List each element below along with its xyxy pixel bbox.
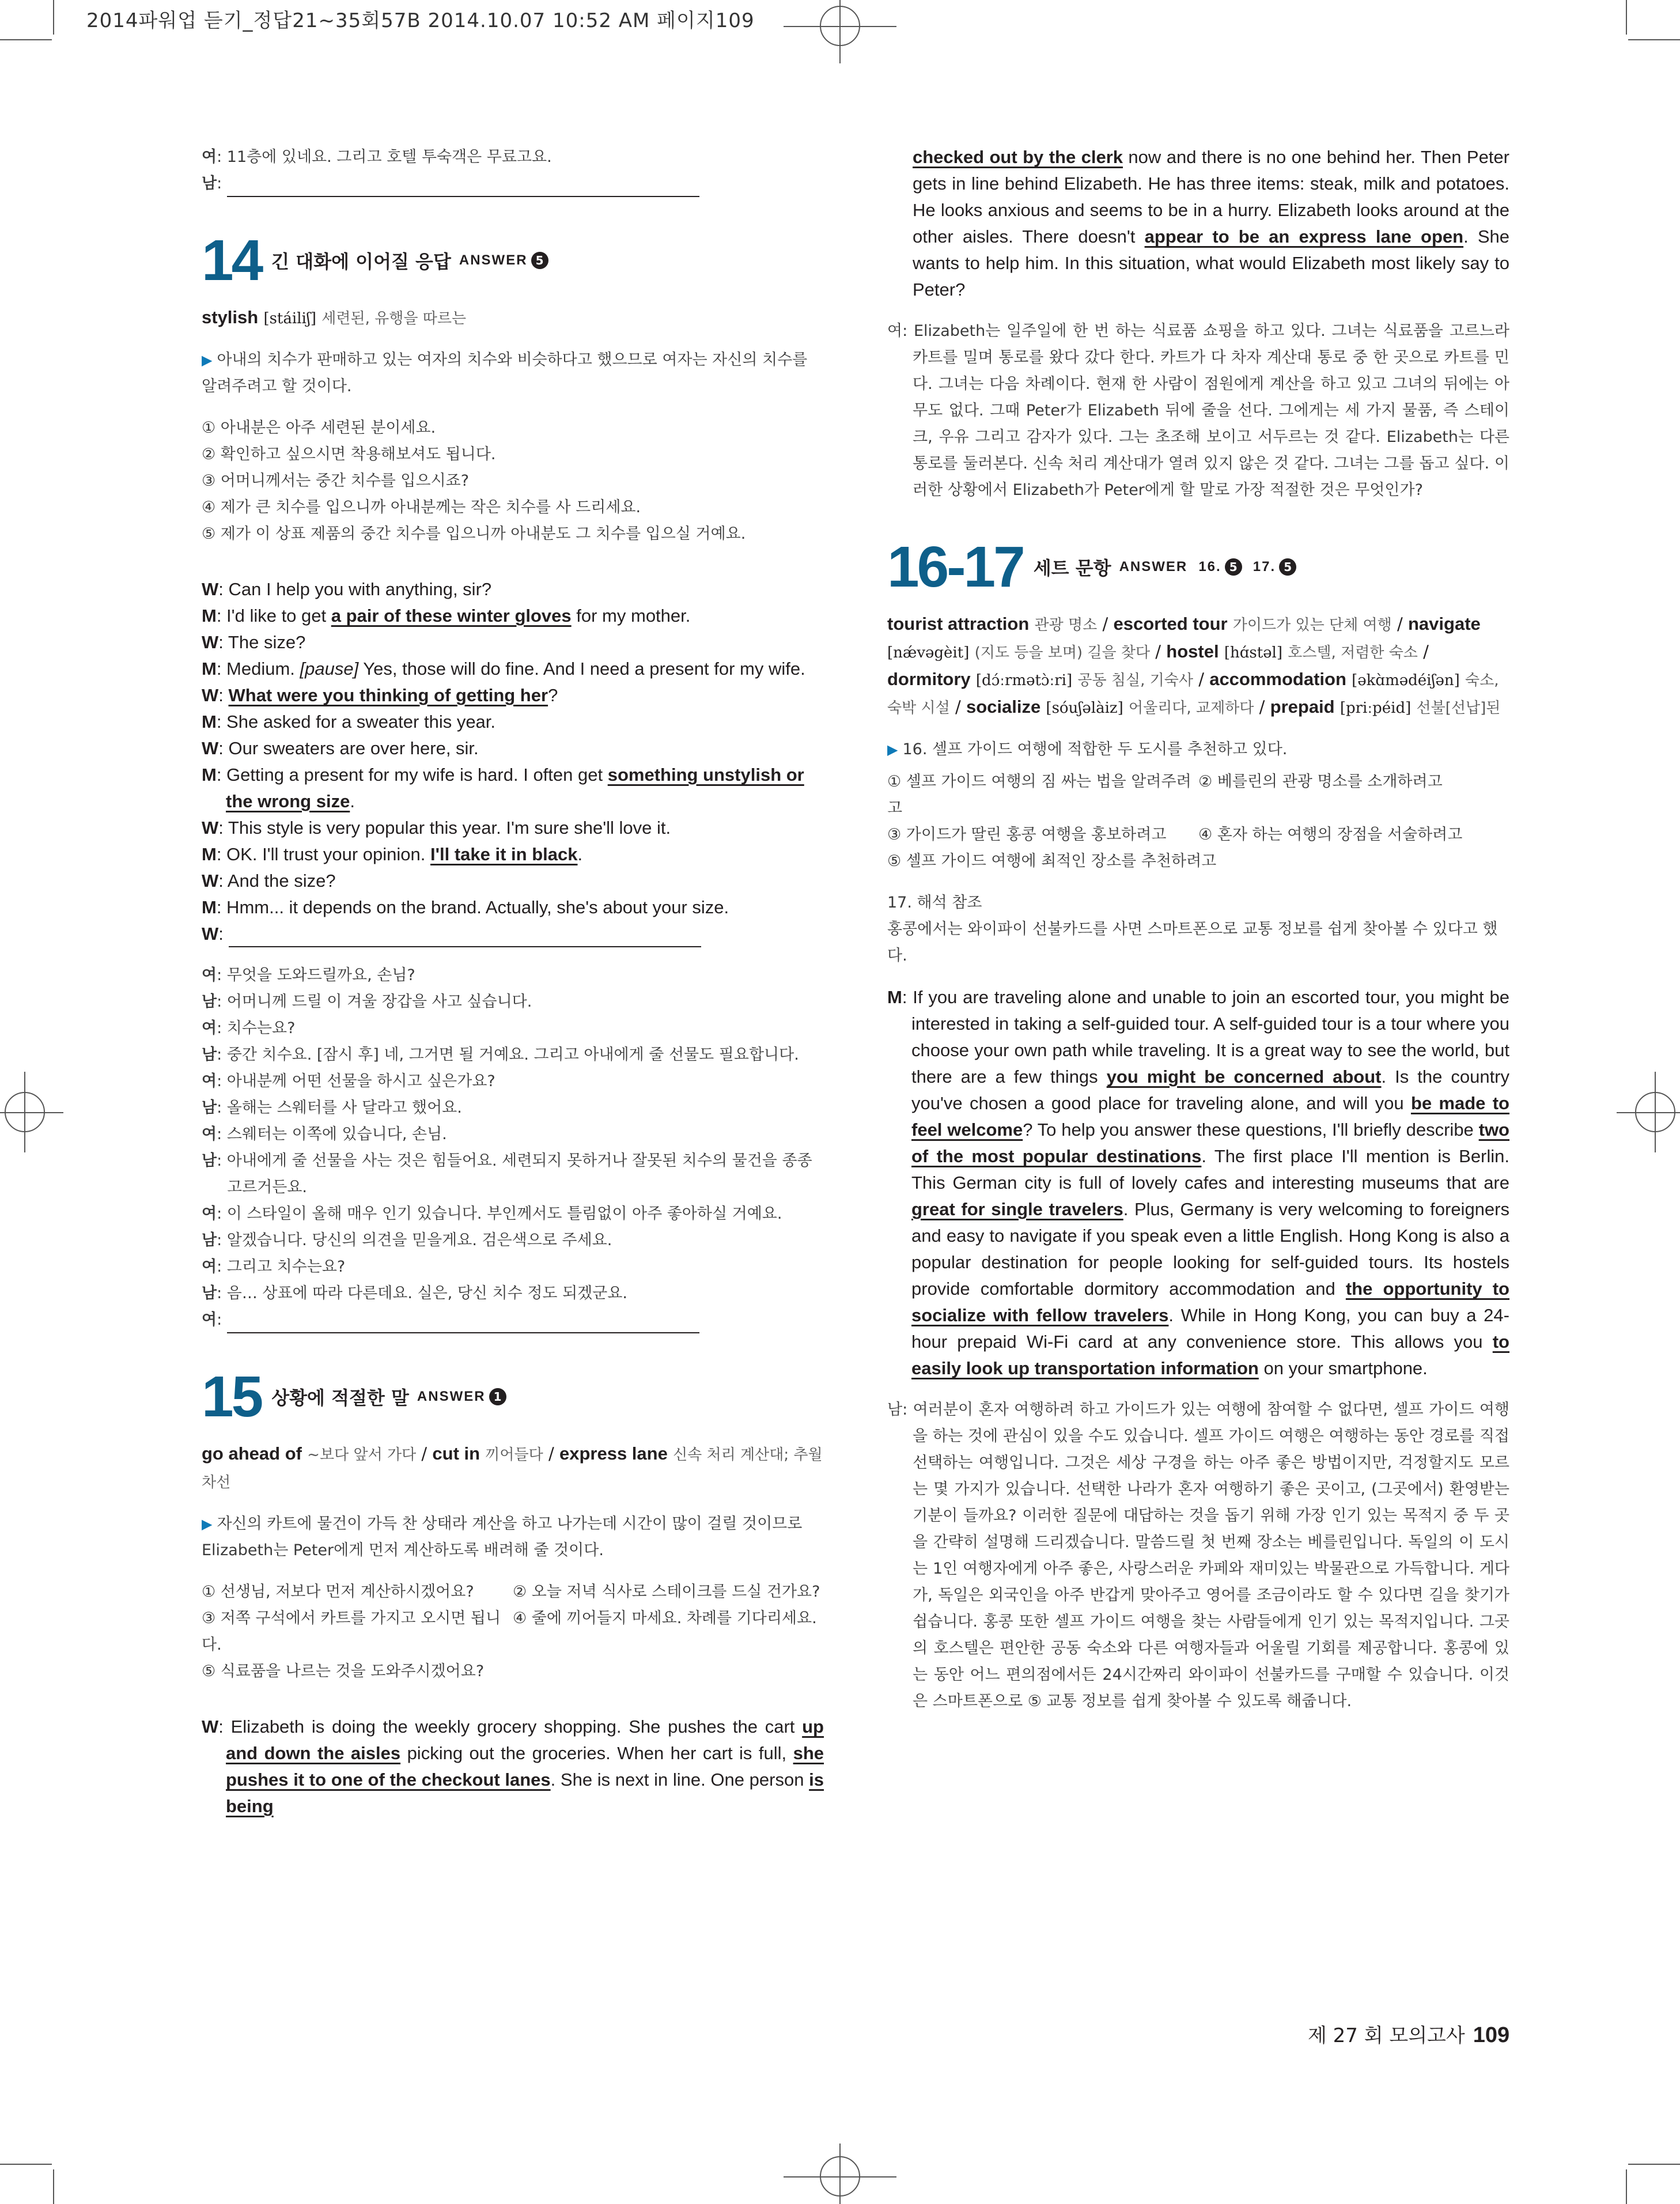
top-line-2: 남:	[202, 171, 824, 197]
option: ① 선생님, 저보다 먼저 계산하시겠어요?	[202, 1583, 474, 1601]
translation-line: 남: 중간 치수요. [잠시 후] 네, 그거면 될 거예요. 그리고 아내에게 줄 선물도 필요합니다.	[202, 1046, 799, 1064]
question-number: 14	[202, 228, 262, 293]
question-14-heading	[202, 228, 824, 293]
dialogue-line: M: OK. I'll trust your opinion. I'll take it in black.	[202, 844, 583, 864]
crop-mark	[0, 39, 52, 40]
top-line-1: 여: 11층에 있네요. 그리고 호텔 투숙객은 무료고요.	[202, 148, 552, 166]
translation-line: 남: 알겠습니다. 당신의 의견을 믿을게요. 검은색으로 주세요.	[202, 1231, 612, 1249]
explanation: ▶ 16. 셀프 가이드 여행에 적합한 두 도시를 추천하고 있다.	[887, 740, 1288, 758]
option: ⑤ 식료품을 나르는 것을 도와주시겠어요?	[202, 1662, 485, 1680]
crop-mark	[53, 0, 54, 35]
script-15: W: Elizabeth is doing the weekly grocery shopping. She pushes the cart up and down the aisles picking out the groceries. When her cart is full, she pushes it to one of the checkout lanes. She is next in line. One person is being	[202, 1717, 824, 1816]
question-number: 15	[202, 1364, 262, 1429]
explanation: ▶ 아내의 치수가 판매하고 있는 여자의 치수와 비슷하다고 했으므로 여자는 자신의 치수를 알려주려고 할 것이다.	[202, 351, 808, 395]
translation-line: 여:	[202, 1307, 824, 1333]
crop-mark	[53, 2169, 54, 2204]
crop-mark	[1628, 39, 1680, 40]
dialogue-line: M: I'd like to get a pair of these winter gloves for my mother.	[202, 606, 691, 626]
translation-line: 여: 그리고 치수는요?	[202, 1258, 346, 1276]
explanation-text: 홍콩에서는 와이파이 선불카드를 사면 스마트폰으로 교통 정보를 쉽게 찾아볼 수 있다고 했다.	[887, 920, 1498, 965]
question-16-17-heading: 16-17 세트 문항 ANSWER 16. 5 17. 5	[887, 538, 1509, 596]
option: ③ 가이드가 딸린 홍콩 여행을 홍보하려고	[887, 826, 1167, 844]
dialogue-line: M: Getting a present for my wife is hard. I often get something unstylish or the wrong size.	[202, 765, 804, 811]
dialogue-line: W: This style is very popular this year. I'm sure she'll love it.	[202, 818, 671, 838]
options	[887, 769, 1509, 875]
page-footer	[1308, 2020, 1509, 2048]
answer-number: 5	[1225, 558, 1242, 576]
triangle-icon: ▶	[202, 352, 213, 368]
dialogue-line: W: Can I help you with anything, sir?	[202, 579, 492, 599]
dialogue-line: W: And the size?	[202, 871, 336, 891]
option: ④ 줄에 끼어들지 마세요. 차례를 기다리세요.	[513, 1609, 817, 1627]
registration-line	[839, 2143, 841, 2204]
script-16-17: M: If you are traveling alone and unable to join an escorted tour, you might be interested in taking a self-guided tour. A self-guided tour is a tour where you choose your own path while traveling. It is a great way to see the world, but there are a few things you might be concerned about. Is the country you've chosen a good place for traveling alone, and will you be made to feel welcome? To help you answer these questions, I'll briefly describe two of the most popular destinations. The first place I'll mention is Berlin. This German city is full of lovely cafes and interesting museums that are great for single travelers. Plus, Germany is very welcoming to foreigners and easy to navigate if you speak even a little English. Hong Kong is also a popular destination for people looking for self-guided tours. Its hostels provide comfortable dormitory accommodation and the opportunity to socialize with fellow travelers. While in Hong Kong, you can buy a 24-hour prepaid Wi-Fi card at any convenience store. This allows you to easily look up transportation information on your smartphone.	[887, 987, 1510, 1378]
dialogue-line: W: What were you thinking of getting her?	[202, 685, 558, 705]
question-title: 세트 문항	[1033, 557, 1111, 579]
script-15-continued: checked out by the clerk now and there is no one behind her. Then Peter gets in line behind Elizabeth. He has three items: steak, milk and potatoes. He looks anxious and seems to be in a hurry. Elizabeth looks around at the other aisles. There doesn't appear to be an express lane open. She wants to help him. In this situation, what would Elizabeth most likely say to Peter?	[913, 147, 1510, 300]
option: ② 베를린의 관광 명소를 소개하려고	[1198, 773, 1443, 791]
registration-line	[24, 1072, 25, 1152]
option: ② 확인하고 싶으시면 착용해보셔도 됩니다.	[202, 445, 496, 463]
translation-line: 여: 무엇을 도와드릴까요, 손님?	[202, 966, 415, 984]
registration-line	[0, 1112, 63, 1113]
question-title: 상황에 적절한 말	[271, 1387, 409, 1409]
right-column	[887, 144, 1509, 1715]
translation-14	[202, 962, 824, 1333]
translation-line: 여: 스웨터는 이쪽에 있습니다, 손님.	[202, 1125, 447, 1143]
footer-label: 제 27 회 모의고사	[1308, 2024, 1465, 2047]
answer-label: ANSWER	[1119, 559, 1188, 574]
answer-blank	[227, 1315, 699, 1333]
option: ① 셀프 가이드 여행의 짐 싸는 법을 알려주려고	[887, 773, 1191, 817]
translation-line: 남: 올해는 스웨터를 사 달라고 했어요.	[202, 1099, 462, 1117]
answer-number: 1	[489, 1388, 506, 1405]
dialogue-line: W: The size?	[202, 632, 306, 652]
vocabulary: tourist attraction 관광 명소 / escorted tour 가이드가 있는 단체 여행 / navigate [nǽvəgèit] (지도 등을 보며) 길을 찾다 / hostel [hɑ́stəl] 호스텔, 저렴한 숙소 / dormitory [dɔ́ːrmətɔ̀ːri] 공동 침실, 기숙사 / accommodation [əkɑ̀mədéiʃən] 숙소, 숙박 시설 / socialize [sóuʃəlàiz] 어울리다, 교제하다 / prepaid [priːpéid] 선불[선납]된	[887, 614, 1501, 717]
explanation: ▶ 자신의 카트에 물건이 가득 찬 상태라 계산을 하고 나가는데 시간이 많이 걸릴 것이므로 Elizabeth는 Peter에게 먼저 계산하도록 배려해 줄 것이다.	[202, 1515, 803, 1559]
option: ③ 어머니께서는 중간 치수를 입으시죠?	[202, 472, 470, 490]
answer-number: 5	[531, 252, 548, 269]
question-title: 긴 대화에 이어질 응답	[271, 251, 451, 273]
option: ⑤ 제가 이 상표 제품의 중간 치수를 입으니까 아내분도 그 치수를 입으실 거예요.	[202, 525, 746, 543]
crop-mark	[1628, 2164, 1680, 2165]
page-number: 109	[1473, 2023, 1510, 2047]
translation-line: 여: 아내분께 어떤 선물을 하시고 싶은가요?	[202, 1072, 495, 1090]
option: ⑤ 셀프 가이드 여행에 최적인 장소를 추천하려고	[887, 852, 1217, 870]
registration-line	[1617, 1112, 1680, 1113]
option: ① 아내분은 아주 세련된 분이세요.	[202, 419, 436, 437]
triangle-icon: ▶	[887, 742, 898, 758]
question-15-heading	[202, 1364, 824, 1429]
crop-mark	[1626, 2169, 1627, 2204]
vocabulary: go ahead of ~보다 앞서 가다 / cut in 끼어들다 / express lane 신속 처리 계산대; 추월 차선	[202, 1443, 823, 1491]
translation-16-17: 남: 여러분이 혼자 여행하려 하고 가이드가 있는 여행에 참여할 수 없다면, 셀프 가이드 여행을 하는 것에 관심이 있을 수도 있습니다. 셀프 가이드 여행은 여행하는 동안 경로를 직접 선택하는 여행입니다. 그것은 세상 구경을 하는 아주 좋은 방법이지만, 걱정할지도 모르는 몇 가지가 있습니다. 선택한 나라가 혼자 여행하기 좋은 곳이고, (그곳에서) 환영받는 기분이 들까요? 이러한 질문에 대답하는 것을 돕기 위해 가장 인기 있는 목적지 중 두 곳을 간략히 설명해 드리겠습니다. 말씀드릴 첫 번째 장소는 베를린입니다. 독일의 이 도시는 1인 여행자에게 아주 좋은, 사랑스러운 카페와 재미있는 박물관으로 가득합니다. 게다가, 독일은 외국인을 아주 반갑게 맞아주고 영어를 조금이라도 할 수 있다면 길을 찾기가 쉽습니다. 홍콩 또한 셀프 가이드 여행을 찾는 사람들에게 인기 있는 목적지입니다. 그곳의 호스텔은 편안한 공동 숙소와 다른 여행자들과 어울릴 기회를 제공합니다. 홍콩에 있는 동안 어느 편의점에서든 24시간짜리 와이파이 선불카드를 구매할 수 있습니다. 이것은 스마트폰으로 ⑤ 교통 정보를 쉽게 찾아볼 수 있도록 해줍니다.	[887, 1401, 1509, 1710]
registration-line	[1655, 1072, 1656, 1152]
crop-mark	[0, 2164, 52, 2165]
crop-mark	[1626, 0, 1627, 35]
options	[202, 1579, 824, 1685]
dialogue-line: M: She asked for a sweater this year.	[202, 712, 496, 732]
dialogue-line: W:	[202, 921, 824, 947]
dialogue-line: M: Hmm... it depends on the brand. Actually, she's about your size.	[202, 897, 729, 917]
dialogue-line: M: Medium. [pause] Yes, those will do fine. And I need a present for my wife.	[202, 659, 805, 679]
option: ④ 제가 큰 치수를 입으니까 아내분께는 작은 치수를 사 드리세요.	[202, 498, 641, 516]
explanation-17	[887, 890, 1509, 969]
explanation-label: 17. 해석 참조	[887, 894, 982, 912]
translation-line: 여: 이 스타일이 올해 매우 인기 있습니다. 부인께서도 틀림없이 아주 좋아하실 거예요.	[202, 1205, 782, 1223]
left-column	[202, 144, 824, 1820]
dialogue-14	[202, 576, 824, 947]
answer-blank	[227, 179, 699, 197]
option: ③ 저쪽 구석에서 카트를 가지고 오시면 됩니다.	[202, 1609, 501, 1654]
triangle-icon: ▶	[202, 1516, 213, 1532]
question-number: 16-17	[887, 535, 1023, 599]
answer-number: 5	[1279, 558, 1296, 576]
translation-line: 남: 음… 상표에 따라 다른데요. 실은, 당신 치수 정도 되겠군요.	[202, 1284, 627, 1302]
translation-line: 남: 아내에게 줄 선물을 사는 것은 힘들어요. 세련되지 못하거나 잘못된 치수의 물건을 종종 고르거든요.	[202, 1152, 812, 1196]
vocabulary: stylish [stáiliʃ] 세련된, 유행을 따르는	[202, 307, 467, 327]
options	[202, 415, 824, 547]
page-header: 2014파워업 듣기_정답21~35회57B 2014.10.07 10:52 AM 페이지109	[86, 9, 755, 32]
translation-15: 여: Elizabeth는 일주일에 한 번 하는 식료품 쇼핑을 하고 있다. 그녀는 식료품을 고르느라 카트를 밀며 통로를 왔다 갔다 한다. 카트가 다 차자 계산대 통로 중 한 곳으로 카트를 민다. 그녀는 다음 차례이다. 현재 한 사람이 점원에게 계산을 하고 있고 그녀의 뒤에는 아무도 없다. 그때 Peter가 Elizabeth 뒤에 줄을 선다. 그에게는 세 가지 물품, 즉 스테이크, 우유 그리고 감자가 있다. 그는 초조해 보이고 서두르는 것 같다. Elizabeth는 다른 통로를 둘러본다. 신속 처리 계산대가 열려 있지 않은 것 같다. 그녀는 그를 돕고 싶다. 이러한 상황에서 Elizabeth가 Peter에게 할 말로 가장 적절한 것은 무엇인가?	[887, 322, 1509, 499]
translation-line: 남: 어머니께 드릴 이 겨울 장갑을 사고 싶습니다.	[202, 993, 532, 1011]
answer-label: ANSWER	[417, 1389, 486, 1404]
translation-line: 여: 치수는요?	[202, 1019, 296, 1037]
dialogue-line: W: Our sweaters are over here, sir.	[202, 738, 479, 758]
registration-line	[839, 0, 841, 63]
answer-blank	[229, 929, 701, 947]
answer-label: ANSWER	[459, 252, 528, 268]
option: ② 오늘 저녁 식사로 스테이크를 드실 건가요?	[513, 1583, 820, 1601]
option: ④ 혼자 하는 여행의 장점을 서술하려고	[1198, 826, 1463, 844]
